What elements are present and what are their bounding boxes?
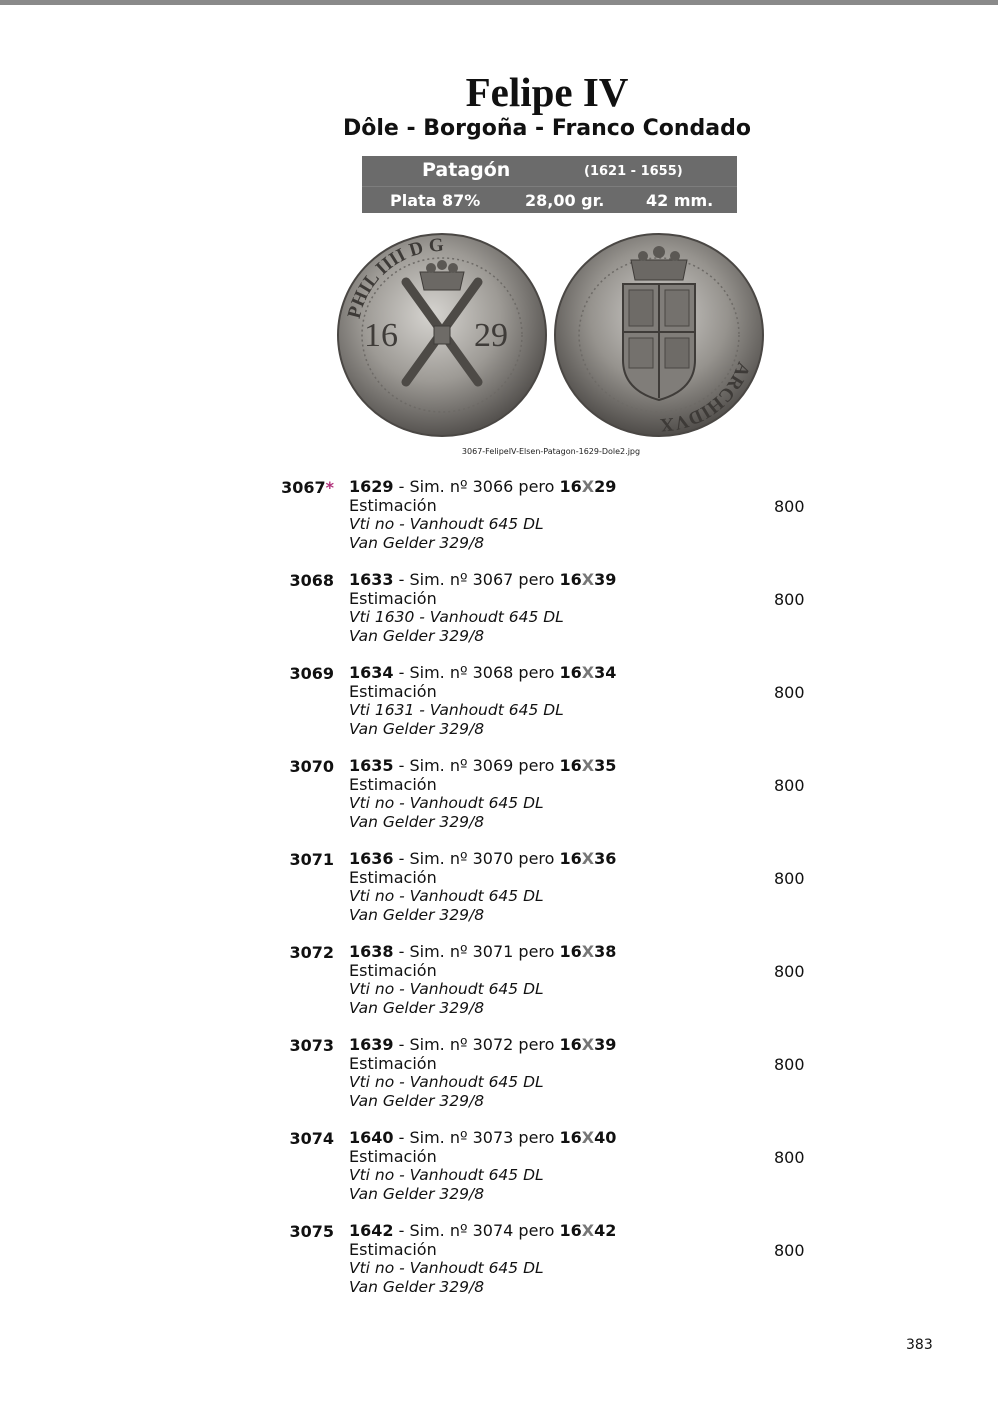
- lot-reference: Van Gelder 329/8: [349, 1277, 485, 1296]
- reverse-legend: ARCHIDVX: [659, 359, 754, 436]
- lot-number: 3068: [289, 571, 334, 590]
- lot-sim: - Sim. nº 3067 pero: [393, 570, 560, 589]
- lot-reference: Vti no - Vanhoudt 645 DL: [349, 794, 544, 813]
- lot-year: 1635: [349, 756, 394, 775]
- lot-price: 800: [774, 1148, 805, 1167]
- lot-description: 1629 - Sim. nº 3066 pero 16X29 Estimación Vti no - Vanhoudt 645 DL Van Gelder 329/8: [349, 477, 617, 552]
- cross-mark-icon: X: [581, 477, 595, 496]
- lot-price: 800: [774, 1055, 805, 1074]
- estimate-label: Estimación: [349, 774, 437, 794]
- lot-reference: Van Gelder 329/8: [349, 905, 485, 924]
- lot-year: 1629: [349, 477, 394, 496]
- lot-number: 3071: [289, 850, 334, 869]
- lot-item: [0, 1129, 998, 1219]
- lot-item: [0, 478, 998, 568]
- lot-number: 3067*: [281, 478, 334, 497]
- lot-year: 1640: [349, 1128, 394, 1147]
- obverse-date-right: 29: [474, 317, 508, 354]
- lot-year: 1633: [349, 570, 394, 589]
- cross-mark-icon: X: [581, 756, 595, 775]
- estimate-label: Estimación: [349, 588, 437, 608]
- lot-price: 800: [774, 869, 805, 888]
- coin-period: (1621 - 1655): [584, 164, 683, 179]
- lot-sim: - Sim. nº 3074 pero: [393, 1221, 560, 1240]
- coin-weight: 28,00 gr.: [525, 191, 605, 210]
- cross-mark-icon: X: [581, 849, 595, 868]
- lot-reference: Vti no - Vanhoudt 645 DL: [349, 980, 544, 999]
- obverse-legend: PHIL IIII D G: [343, 234, 445, 321]
- coin-obverse-image: [336, 232, 548, 438]
- image-caption: 3067-FelipeIV-Elsen-Patagon-1629-Dole2.jpg: [461, 447, 641, 456]
- estimate-label: Estimación: [349, 495, 437, 515]
- cross-mark-icon: X: [581, 570, 595, 589]
- lot-item: [0, 850, 998, 940]
- lot-sim: - Sim. nº 3073 pero: [393, 1128, 560, 1147]
- estimate-label: Estimación: [349, 1053, 437, 1073]
- lot-sim: - Sim. nº 3068 pero: [393, 663, 560, 682]
- lot-description: 1640 - Sim. nº 3073 pero 16X40 Estimación Vti no - Vanhoudt 645 DL Van Gelder 329/8: [349, 1128, 617, 1203]
- lot-reference: Van Gelder 329/8: [349, 719, 485, 738]
- cross-mark-icon: X: [581, 663, 595, 682]
- lot-reference: Vti no - Vanhoudt 645 DL: [349, 1259, 544, 1278]
- lot-description: 1642 - Sim. nº 3074 pero 16X42 Estimación Vti no - Vanhoudt 645 DL Van Gelder 329/8: [349, 1221, 617, 1296]
- coin-name: Patagón: [422, 159, 511, 181]
- cross-mark-icon: X: [581, 1221, 595, 1240]
- lot-reference: Van Gelder 329/8: [349, 626, 485, 645]
- info-divider: [362, 186, 737, 187]
- lot-number: 3070: [289, 757, 334, 776]
- page-number: 383: [906, 1337, 933, 1353]
- coin-diameter: 42 mm.: [646, 191, 714, 210]
- cross-mark-icon: X: [581, 1128, 595, 1147]
- lot-year: 1642: [349, 1221, 394, 1240]
- lot-year: 1636: [349, 849, 394, 868]
- lot-reference: Vti 1631 - Vanhoudt 645 DL: [349, 701, 564, 720]
- page-subtitle: Dôle - Borgoña - Franco Condado: [342, 116, 751, 141]
- lot-reference: Vti no - Vanhoudt 645 DL: [349, 1073, 544, 1092]
- lot-description: 1633 - Sim. nº 3067 pero 16X39 Estimación Vti 1630 - Vanhoudt 645 DL Van Gelder 329/8: [349, 570, 617, 645]
- lot-item: [0, 571, 998, 661]
- lot-price: 800: [774, 683, 805, 702]
- lot-number: 3074: [289, 1129, 334, 1148]
- coin-metal: Plata 87%: [390, 191, 481, 210]
- lot-reference: Van Gelder 329/8: [349, 812, 485, 831]
- cross-mark-icon: X: [581, 942, 595, 961]
- lot-sim: - Sim. nº 3072 pero: [393, 1035, 560, 1054]
- lot-sim: - Sim. nº 3069 pero: [393, 756, 560, 775]
- lot-reference: Vti no - Vanhoudt 645 DL: [349, 515, 544, 534]
- lot-year: 1634: [349, 663, 394, 682]
- lot-sim: - Sim. nº 3071 pero: [393, 942, 560, 961]
- obverse-date-left: 16: [364, 317, 398, 354]
- lot-sim: - Sim. nº 3066 pero: [393, 477, 560, 496]
- lot-description: 1639 - Sim. nº 3072 pero 16X39 Estimación Vti no - Vanhoudt 645 DL Van Gelder 329/8: [349, 1035, 617, 1110]
- estimate-label: Estimación: [349, 960, 437, 980]
- lot-item: [0, 664, 998, 754]
- lot-reference: Vti no - Vanhoudt 645 DL: [349, 1166, 544, 1185]
- coin-reverse-image: [553, 232, 765, 438]
- lot-year: 1638: [349, 942, 394, 961]
- lot-price: 800: [774, 962, 805, 981]
- estimate-label: Estimación: [349, 1146, 437, 1166]
- lot-number: 3073: [289, 1036, 334, 1055]
- lot-sim: - Sim. nº 3070 pero: [393, 849, 560, 868]
- lot-description: 1634 - Sim. nº 3068 pero 16X34 Estimación Vti 1631 - Vanhoudt 645 DL Van Gelder 329/8: [349, 663, 617, 738]
- cross-mark-icon: X: [581, 1035, 595, 1054]
- estimate-label: Estimación: [349, 681, 437, 701]
- coin-info-box: [362, 156, 737, 213]
- lot-reference: Vti 1630 - Vanhoudt 645 DL: [349, 608, 564, 627]
- lot-price: 800: [774, 1241, 805, 1260]
- lot-description: 1636 - Sim. nº 3070 pero 16X36 Estimación Vti no - Vanhoudt 645 DL Van Gelder 329/8: [349, 849, 617, 924]
- estimate-label: Estimación: [349, 1239, 437, 1259]
- lot-item: [0, 1036, 998, 1126]
- lot-item: [0, 1222, 998, 1312]
- page-title: Felipe IV: [465, 69, 629, 115]
- lot-number: 3072: [289, 943, 334, 962]
- lot-item: [0, 943, 998, 1033]
- lot-price: 800: [774, 497, 805, 516]
- lot-year: 1639: [349, 1035, 394, 1054]
- lot-reference: Vti no - Vanhoudt 645 DL: [349, 887, 544, 906]
- lot-number: 3075: [289, 1222, 334, 1241]
- lot-description: 1635 - Sim. nº 3069 pero 16X35 Estimación Vti no - Vanhoudt 645 DL Van Gelder 329/8: [349, 756, 617, 831]
- lot-price: 800: [774, 590, 805, 609]
- lot-description: 1638 - Sim. nº 3071 pero 16X38 Estimación Vti no - Vanhoudt 645 DL Van Gelder 329/8: [349, 942, 617, 1017]
- lot-item: [0, 757, 998, 847]
- lot-reference: Van Gelder 329/8: [349, 998, 485, 1017]
- star-icon: *: [325, 478, 334, 497]
- lot-price: 800: [774, 776, 805, 795]
- lot-reference: Van Gelder 329/8: [349, 1091, 485, 1110]
- estimate-label: Estimación: [349, 867, 437, 887]
- lot-reference: Van Gelder 329/8: [349, 1184, 485, 1203]
- top-border: [0, 0, 998, 5]
- lot-reference: Van Gelder 329/8: [349, 533, 485, 552]
- lot-number: 3069: [289, 664, 334, 683]
